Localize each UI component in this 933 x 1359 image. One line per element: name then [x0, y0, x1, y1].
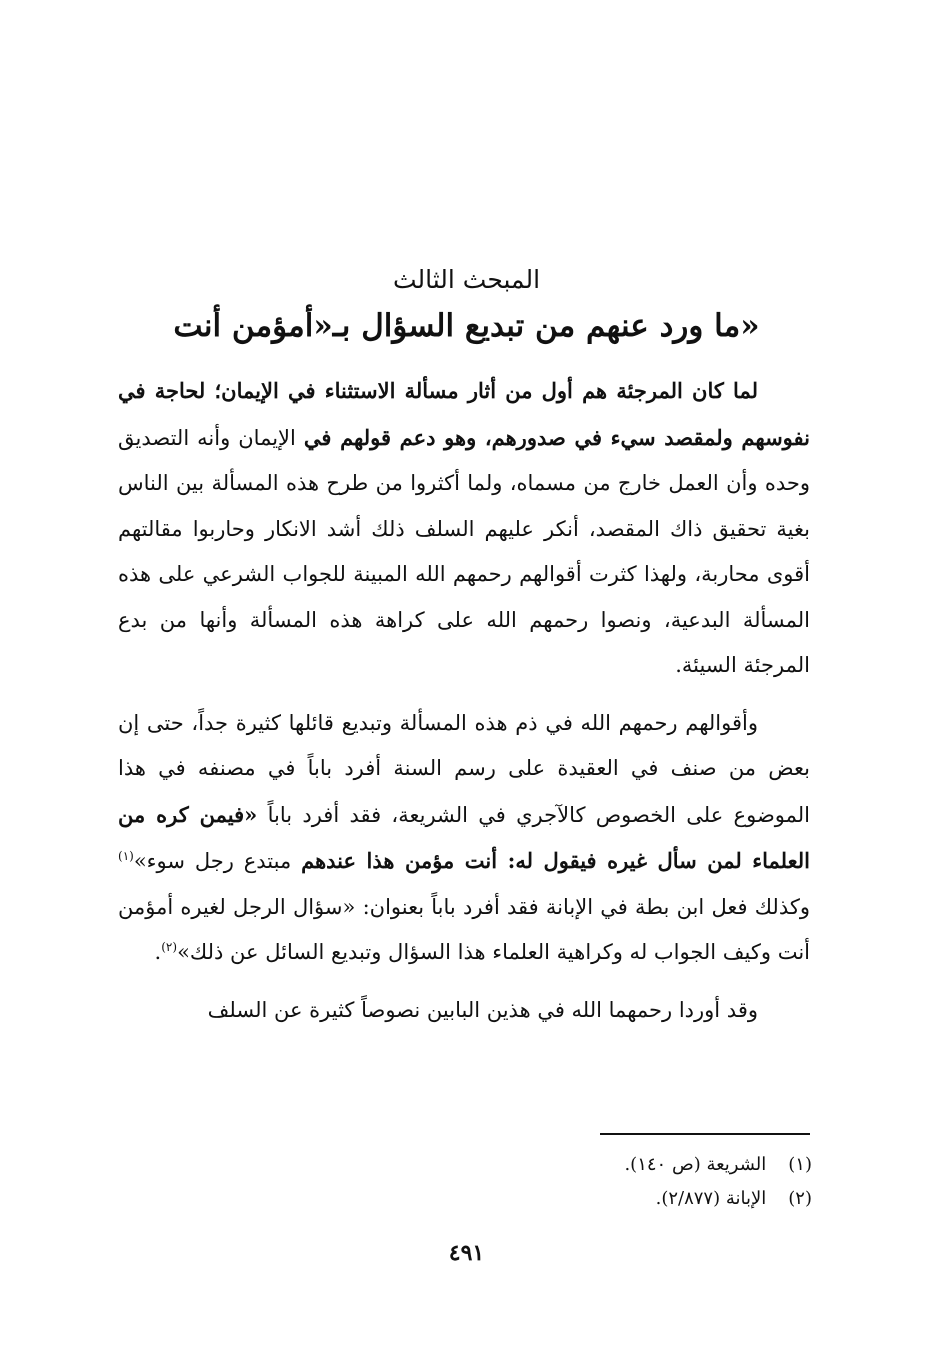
footnote-1-number: (١)	[788, 1154, 812, 1175]
footnote-1	[300, 1148, 812, 1182]
paragraph-2-text-c: وكذلك فعل ابن بطة في الإبانة فقد أفرد باباً بعنوان: «سؤال الرجل لغيره أمؤمن أنت وكيف الجواب له وكراهية العلماء هذا السؤال وتبديع السائل عن ذلك»	[118, 894, 810, 964]
section-title: ما ورد عنهم من تبديع السؤال بـ«أمؤمن أنت»	[173, 308, 760, 344]
paragraph-1-bold: لما كان المرجئة هم أول من أثار مسألة الاستثناء في الإيمان؛ لحاجة في نفوسهم ولمقصد سيء في صدورهم، وهو دعم قولهم في	[118, 378, 810, 450]
paragraph-2-text-b: مبتدع رجل سوء»	[133, 849, 292, 873]
footnote-2	[300, 1182, 812, 1216]
paragraph-3: وقد أوردا رحمهما الله في هذين البابين نصوصاً كثيرة عن السلف	[207, 997, 758, 1022]
paragraph-2-text-a: وأقوالهم رحمهم الله في ذم هذه المسألة وتبديع قائلها كثيرة جداً، حتى إن بعض من صنف في العقيدة على رسم السنة أفرد باباً في مصنفه في هذا الموضوع على الخصوص كالآجري في الشريعة، فقد أفرد باباً	[118, 710, 810, 827]
footnote-2-text: الإبانة (٢/٨٧٧).	[655, 1188, 767, 1209]
paragraph-2-end: .	[154, 940, 162, 964]
paragraph-2	[118, 701, 810, 976]
paragraph-1	[118, 368, 810, 689]
footnote-ref-2: (٢)	[161, 940, 178, 954]
footnote-ref-1: (١)	[118, 849, 134, 863]
footnote-2-number: (٢)	[788, 1188, 812, 1209]
footnote-1-text: الشريعة (ص ١٤٠).	[624, 1154, 767, 1175]
paragraph-1-rest: الإيمان وأنه التصديق وحده وأن العمل خارج من مسماه، ولما أكثروا من طرح هذه المسألة بين الناس بغية تحقيق ذاك المقصد، أنكر عليهم السلف ذلك أشد الانكار وحاربوا مقالتهم أقوى محاربة، ولهذا كثرت أقوالهم رحمهم الله المبينة للجواب الشرعي على هذه المسألة البدعية، ونصوا رحمهم الله على كراهة هذه المسألة وأنها من بدع المرجئة السيئة.	[118, 425, 810, 677]
footnote-divider	[600, 1133, 810, 1135]
section-label: المبحث الثالث	[392, 265, 541, 294]
body-text	[118, 368, 810, 1033]
page-number: ٤٩١	[448, 1240, 485, 1266]
footnotes	[300, 1148, 812, 1216]
paragraph-2-quote: «فيمن كره من العلماء لمن سأل غيره فيقول له: أنت مؤمن هذا عندهم	[118, 801, 810, 873]
